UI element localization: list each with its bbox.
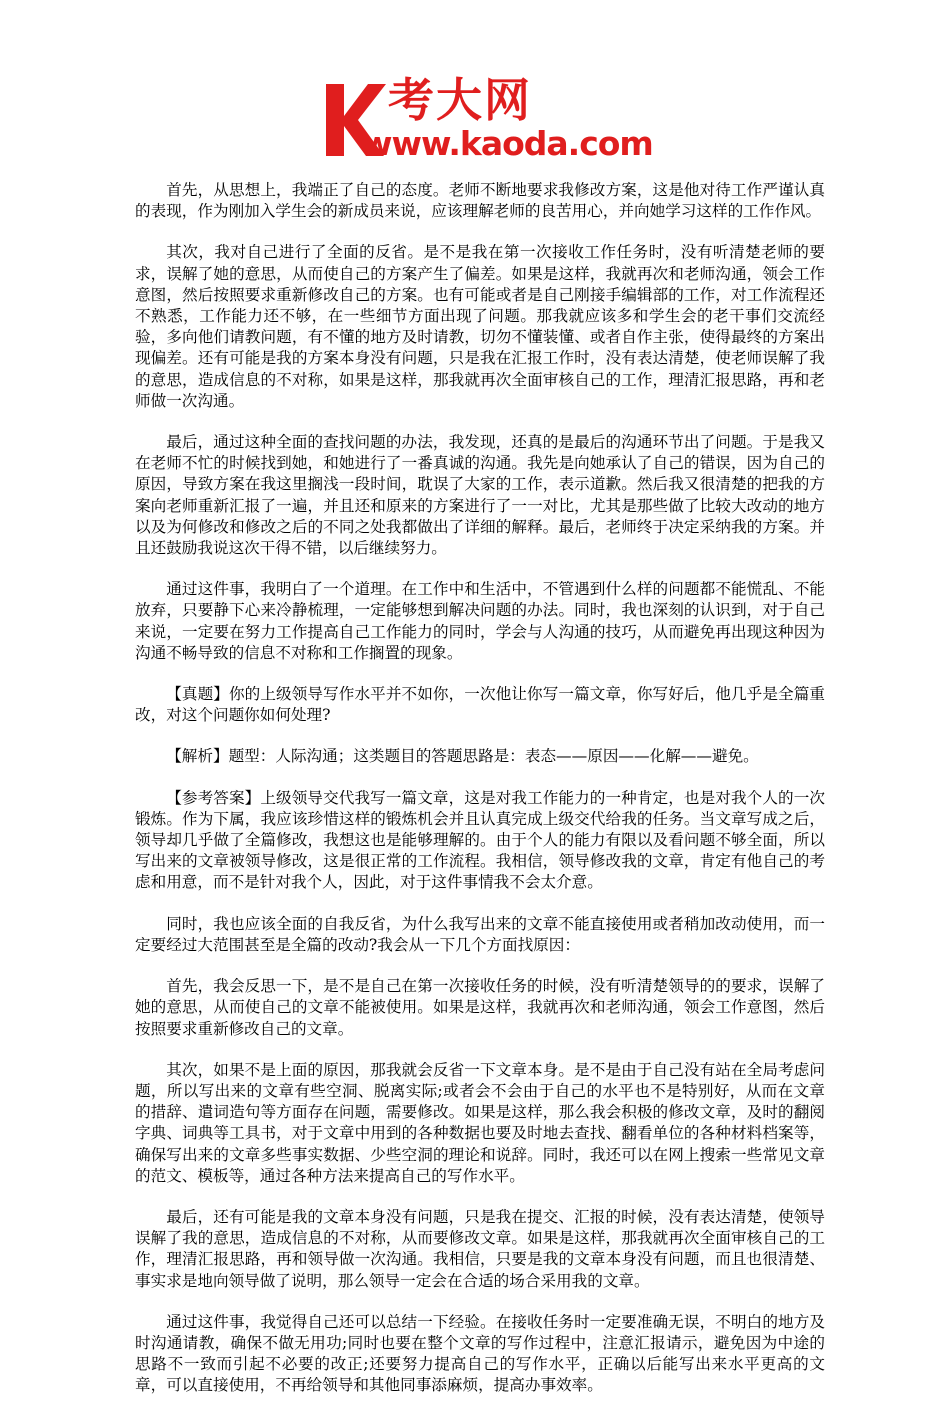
paragraph: 通过这件事，我觉得自己还可以总结一下经验。在接收任务时一定要准确无误，不明白的地方及时沟通请教，确保不做无用功;同时也要在整个文章的写作过程中，注意汇报请示，避免因为中途的思路不一致而引起不必要的改正;还要努力提高自己的写作水平，正确以后能写出来水平更高的文章，可以直接使用，不再给领导和其他同事添麻烦，提高办事效率。	[135, 1312, 825, 1395]
paragraph: 其次，我对自己进行了全面的反省。是不是我在第一次接收工作任务时，没有听清楚老师的要求，误解了她的意思，从而使自己的方案产生了偏差。如果是这样，我就再次和老师沟通，领会工作意图，然后按照要求重新修改自己的方案。也有可能或者是自己刚接手编辑部的工作，对工作流程还不熟悉，工作能力还不够，在一些细节方面出现了问题。那我就应该多和学生会的老干事们交流经验，多向他们请教问题，有不懂的地方及时请教，切勿不懂装懂、或者自作主张，使得最终的方案出现偏差。还有可能是我的方案本身没有问题，只是我在汇报工作时，没有表达清楚，使老师误解了我的意思，造成信息的不对称，如果是这样，那我就再次全面审核自己的工作，理清汇报思路，再和老师做一次沟通。	[135, 243, 825, 410]
logo-url-text: www.kaoda.com	[362, 124, 653, 163]
paragraph: 最后，还有可能是我的文章本身没有问题，只是我在提交、汇报的时候，没有表达清楚，使领导误解了我的意思，造成信息的不对称，从而要修改文章。如果是这样，那我就再次全面审核自己的工作，理清汇报思路，再和领导做一次沟通。我相信，只要是我的文章本身没有问题，而且也很清楚、事实求是地向领导做了说明，那么领导一定会在合适的场合采用我的文章。	[135, 1207, 825, 1290]
paragraph: 通过这件事，我明白了一个道理。在工作中和生活中，不管遇到什么样的问题都不能慌乱、不能放弃，只要静下心来冷静梳理，一定能够想到解决问题的办法。同时，我也深刻的认识到，对于自己来说，一定要在努力工作提高自己工作能力的同时，学会与人沟通的技巧，从而避免再出现这种因为沟通不畅导致的信息不对称和工作搁置的现象。	[135, 580, 825, 662]
answer-paragraph: 【参考答案】上级领导交代我写一篇文章，这是对我工作能力的一种肯定，也是对我个人的一次锻炼。作为下属，我应该珍惜这样的锻炼机会并且认真完成上级交代给我的任务。当文章写成之后，领导却几乎做了全篇修改，我想这也是能够理解的。由于个人的能力有限以及看问题不够全面，所以写出来的文章被领导修改，这是很正常的工作流程。我相信，领导修改我的文章，肯定有他自己的考虑和用意，而不是针对我个人，因此，对于这件事情我不会太介意。	[135, 788, 825, 892]
paragraph: 最后，通过这种全面的查找问题的办法，我发现，还真的是最后的沟通环节出了问题。于是我又在老师不忙的时候找到她，和她进行了一番真诚的沟通。我先是向她承认了自己的错误，因为自己的原因，导致方案在我这里搁浅一段时间，耽误了大家的工作，表示道歉。然后我又很清楚的把我的方案向老师重新汇报了一遍，并且还和原来的方案进行了一一对比，尤其是那些做了比较大改动的地方以及为何修改和修改之后的不同之处我都做出了详细的解释。最后，老师终于决定采纳我的方案。并且还鼓励我说这次干得不错，以后继续努力。	[135, 433, 825, 558]
paragraph: 首先，从思想上，我端正了自己的态度。老师不断地要求我修改方案，这是他对待工作严谨认真的表现，作为刚加入学生会的新成员来说，应该理解老师的良苦用心，并向她学习这样的工作作风。	[135, 181, 825, 221]
analysis-paragraph: 【解析】题型：人际沟通；这类题目的答题思路是：表态——原因——化解——避免。	[166, 747, 759, 766]
paragraph: 其次，如果不是上面的原因，那我就会反省一下文章本身。是不是由于自己没有站在全局考虑问题，所以写出来的文章有些空洞、脱离实际;或者会不会由于自己的水平也不是特别好，从而在文章的措辞、遣词造句等方面存在问题，需要修改。如果是这样，那么我会积极的修改文章，及时的翻阅字典、词典等工具书，对于文章中用到的各种数据也要及时地去查找、翻看单位的各种材料档案等，确保写出来的文章多些事实数据、少些空洞的理论和说辞。同时，我还可以在网上搜索一些常见文章的范文、模板等，通过各种方法来提高自己的写作水平。	[135, 1060, 825, 1185]
paragraph: 同时，我也应该全面的自我反省，为什么我写出来的文章不能直接使用或者稍加改动使用，而一定要经过大范围甚至是全篇的改动?我会从一下几个方面找原因：	[135, 914, 825, 954]
paragraph: 首先，我会反思一下，是不是自己在第一次接收任务的时候，没有听清楚领导的的要求，误解了她的意思，从而使自己的文章不能被使用。如果是这样，我就再次和老师沟通，领会工作意图，然后按照要求重新修改自己的文章。	[135, 977, 825, 1038]
question-paragraph: 【真题】你的上级领导写作水平并不如你，一次他让你写一篇文章，你写好后，他几乎是全篇重改，对这个问题你如何处理?	[135, 685, 825, 725]
kaoda-logo	[322, 72, 653, 164]
article-body	[135, 180, 825, 1417]
logo-brand-text: 考大网	[388, 73, 532, 127]
